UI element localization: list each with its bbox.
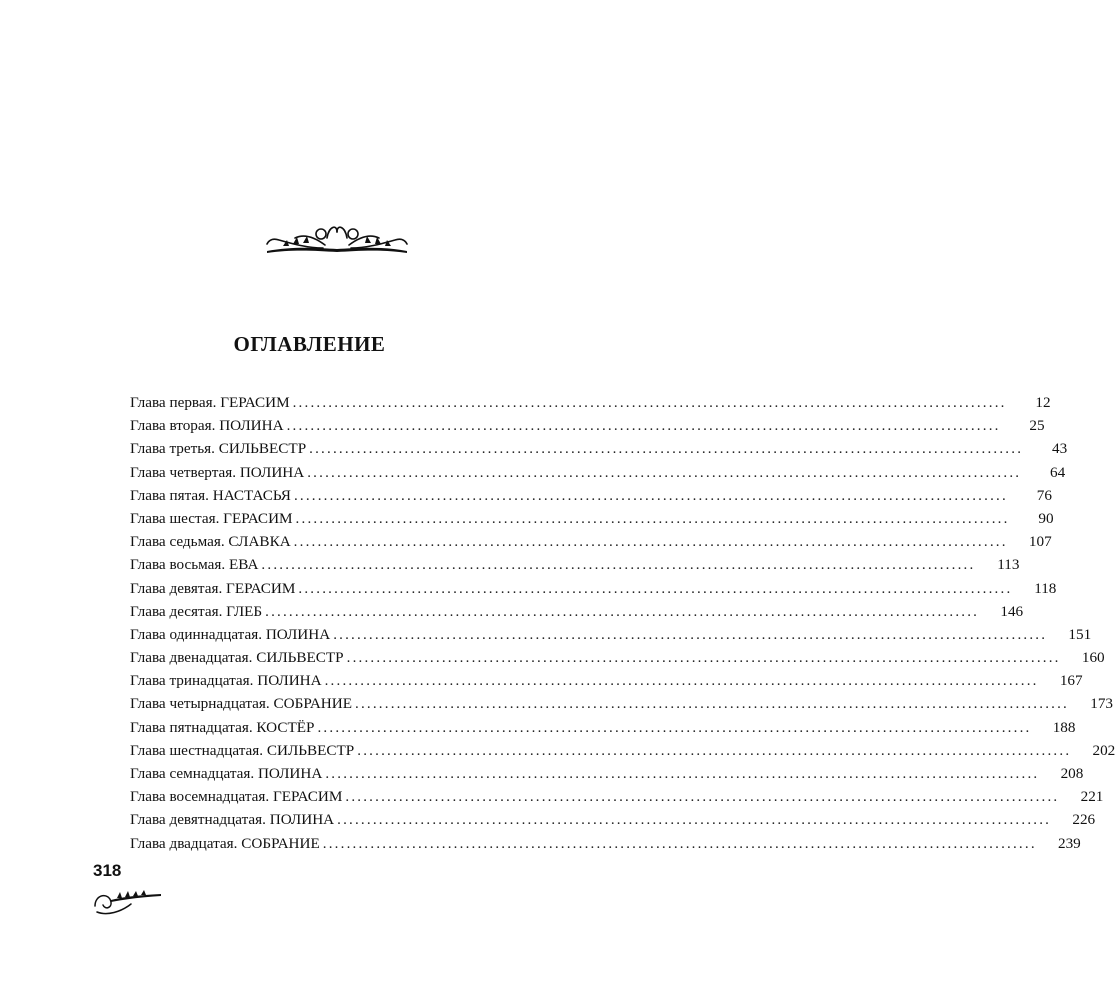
dot-leader: ........................................................................................................................ [355, 696, 1069, 713]
toc-entry-title: Глава пятнадцатая. КОСТЁР [130, 718, 315, 736]
toc-entry-title: Глава седьмая. СЛАВКА [130, 533, 291, 551]
toc-entry [130, 649, 1105, 672]
toc-entry-page: 25 [1029, 417, 1045, 435]
toc-entry-title: Глава восемнадцатая. ГЕРАСИМ [130, 788, 343, 806]
toc-entry [130, 556, 1020, 579]
page-number: 318 [93, 861, 122, 880]
toc-entry [130, 602, 1024, 626]
toc-entry [130, 718, 1076, 742]
toc-entry [130, 741, 1115, 765]
toc-entry-title: Глава восьмая. ЕВА [130, 556, 259, 574]
dot-leader: ........................................................................................................................ [298, 580, 1013, 597]
dot-leader: ........................................................................................................................ [357, 742, 1072, 759]
toc-entry-title: Глава одиннадцатая. ПОЛИНА [130, 625, 331, 643]
toc-entry-title: Глава пятая. НАСТАСЬЯ [130, 486, 291, 504]
toc-entry-title: Глава шестая. ГЕРАСИМ [130, 509, 293, 527]
toc-entry-page: 118 [1034, 579, 1057, 597]
toc-entry [130, 625, 1092, 649]
dot-leader: ........................................................................................................................ [293, 487, 1008, 504]
toc-entry-title: Глава двенадцатая. СИЛЬВЕСТР [130, 649, 344, 667]
toc-entry [130, 394, 1051, 417]
toc-entry-title: Глава шестнадцатая. СИЛЬВЕСТР [130, 741, 355, 759]
toc-entry-page: 90 [1038, 509, 1054, 527]
toc-entry-page: 173 [1090, 695, 1113, 713]
dot-leader: ........................................................................................................................ [261, 557, 976, 574]
dot-leader: ........................................................................................................................ [325, 766, 1040, 782]
toc-entry [130, 417, 1045, 440]
toc-entry [130, 533, 1052, 556]
toc-entry [130, 834, 1081, 858]
ornament-flourish-icon [263, 218, 411, 258]
toc-entry-page: 226 [1072, 811, 1096, 829]
toc-entry-page: 202 [1092, 741, 1115, 759]
dot-leader: ........................................................................................................................ [309, 441, 1024, 458]
toc-entry-title: Глава десятая. ГЛЕБ [130, 602, 263, 620]
toc-entry [130, 486, 1052, 510]
dot-leader: ........................................................................................................................ [293, 534, 1008, 551]
page-title: ОГЛАВЛЕНИЕ [233, 332, 386, 356]
toc-entry-title: Глава двадцатая. СОБРАНИЕ [130, 834, 320, 852]
toc-entry-title: Глава девятнадцатая. ПОЛИНА [130, 811, 335, 829]
dot-leader: ........................................................................................................................ [322, 835, 1037, 852]
dot-leader: ........................................................................................................................ [317, 719, 1032, 736]
toc-entry-page: 151 [1068, 625, 1092, 643]
toc-entry-page: 107 [1028, 533, 1052, 551]
toc-entry-page: 160 [1081, 649, 1105, 667]
dot-leader: ........................................................................................................................ [295, 510, 1010, 527]
toc-entry [130, 811, 1096, 834]
toc-entry-page: 167 [1059, 672, 1083, 690]
toc-entry-page: 76 [1036, 486, 1052, 504]
toc-entry-title: Глава четвертая. ПОЛИНА [130, 463, 305, 481]
toc-entry-page: 146 [1000, 602, 1024, 620]
toc-entry-title: Глава тринадцатая. ПОЛИНА [130, 672, 322, 690]
toc-entry [130, 788, 1104, 811]
toc-entry-title: Глава четырнадцатая. СОБРАНИЕ [130, 695, 352, 713]
dot-leader: ........................................................................................................................ [346, 650, 1061, 667]
dot-leader: ........................................................................................................................ [292, 395, 1007, 411]
toc-entry-page: 12 [1035, 394, 1051, 411]
toc-entry-title: Глава первая. ГЕРАСИМ [130, 394, 290, 411]
toc-entry [130, 765, 1084, 788]
dot-leader: ........................................................................................................................ [265, 603, 980, 620]
toc-entry-page: 113 [997, 556, 1020, 574]
toc-entry-page: 221 [1080, 788, 1104, 806]
dot-leader: ........................................................................................................................ [307, 464, 1022, 481]
toc-entry-page: 239 [1057, 834, 1081, 852]
toc-entry-title: Глава семнадцатая. ПОЛИНА [130, 765, 323, 782]
toc-entry [130, 463, 1066, 487]
toc-entry-title: Глава вторая. ПОЛИНА [130, 417, 284, 435]
toc-entry [130, 672, 1083, 695]
dot-leader: ........................................................................................................................ [345, 789, 1060, 806]
toc-entry-page: 64 [1050, 463, 1066, 481]
toc-entry [130, 579, 1057, 603]
toc-entry-page: 208 [1060, 765, 1084, 782]
toc-entry [130, 509, 1054, 533]
dot-leader: ........................................................................................................................ [324, 673, 1039, 690]
toc-entry-page: 43 [1051, 440, 1068, 458]
toc-entry [130, 695, 1113, 718]
dot-leader: ........................................................................................................................ [333, 626, 1048, 643]
toc-entry-title: Глава девятая. ГЕРАСИМ [130, 579, 296, 597]
toc-entry [130, 440, 1068, 463]
dot-leader: ........................................................................................................................ [337, 812, 1052, 829]
toc-entry-page: 188 [1052, 718, 1076, 736]
toc-entry-title: Глава третья. СИЛЬВЕСТР [130, 440, 307, 458]
dot-leader: ........................................................................................................................ [286, 418, 1001, 435]
corner-flourish-icon [91, 886, 163, 920]
table-of-contents [130, 394, 1115, 858]
